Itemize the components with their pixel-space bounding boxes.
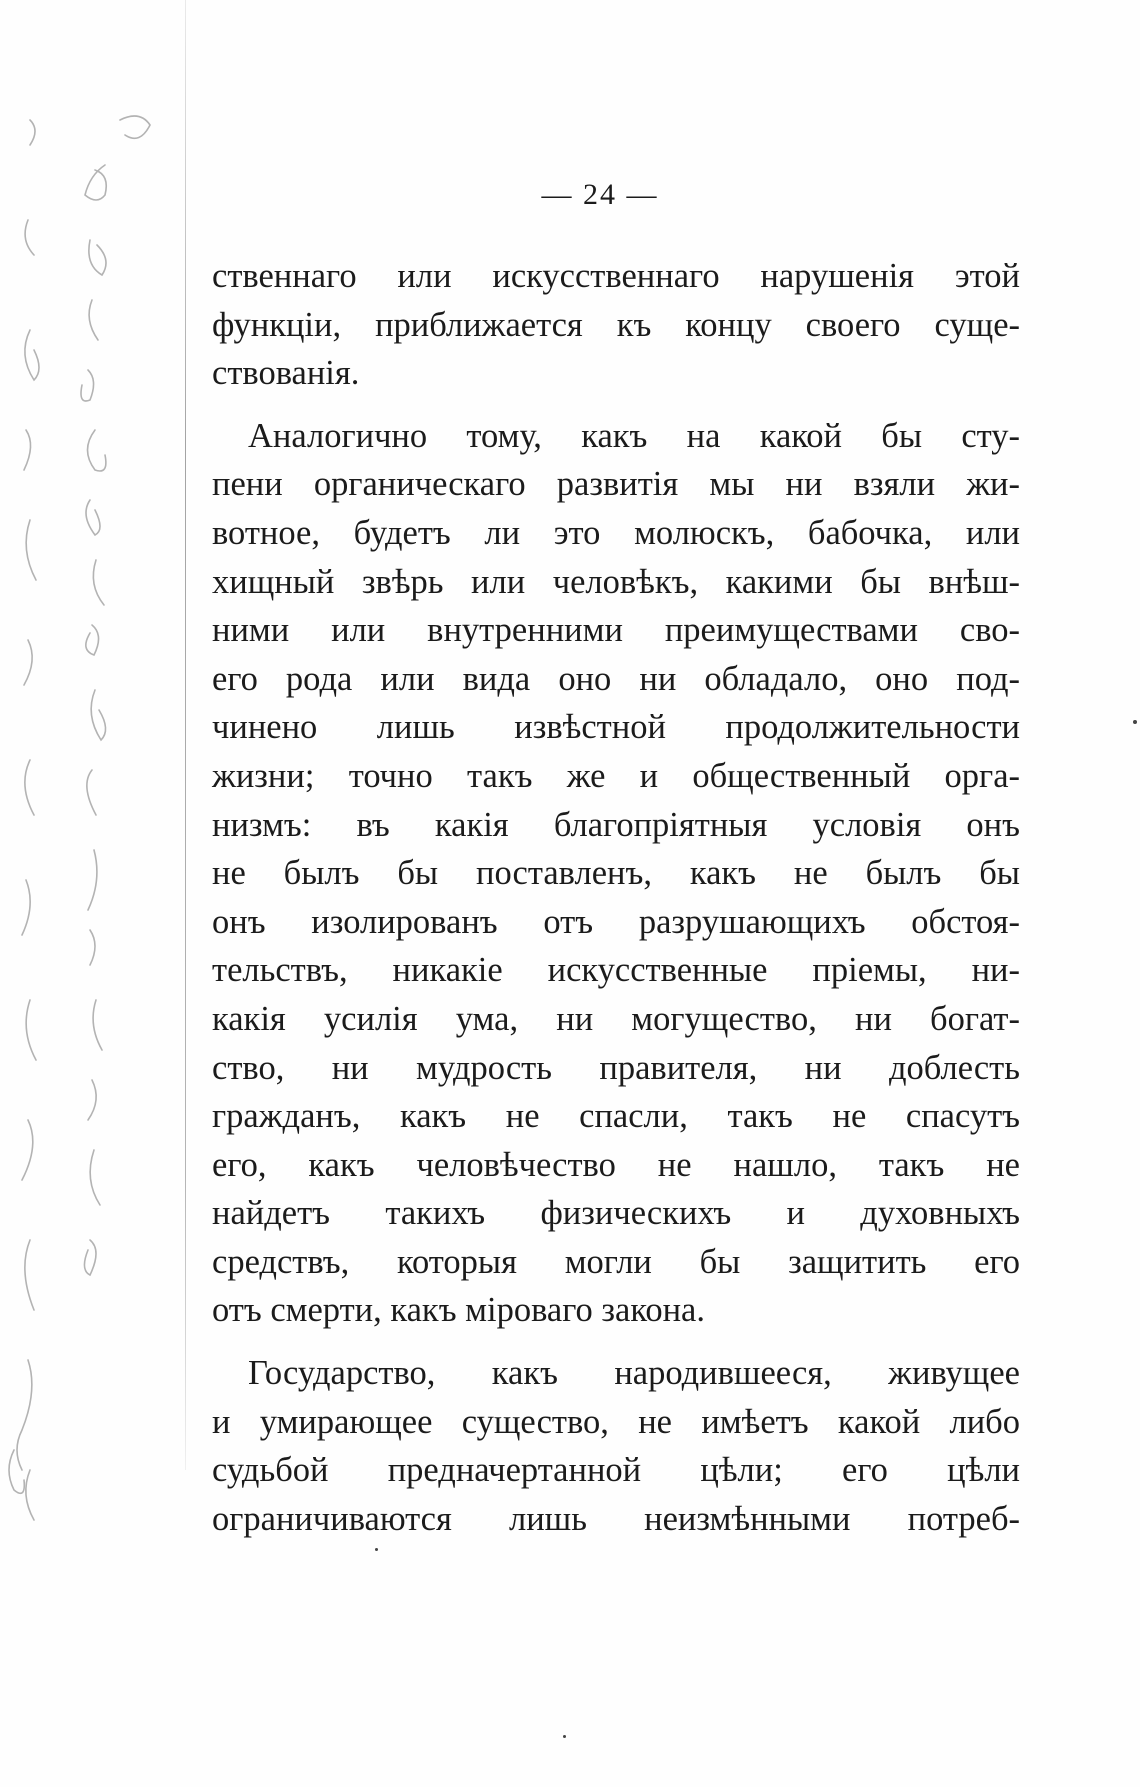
- text-line: вотное, будетъ ли это молюскъ, бабочка, или: [212, 513, 1020, 552]
- text-line: его, какъ человѣчество не нашло, такъ не: [212, 1145, 1020, 1184]
- text-line: низмъ: въ какія благопріятныя условія онъ: [212, 805, 1020, 844]
- text-line: жизни; точно такъ же и общественный орга-: [212, 756, 1020, 795]
- text-line: какія усилія ума, ни могущество, ни богат-: [212, 999, 1020, 1038]
- text-line: судьбой предначертанной цѣли; его цѣли: [212, 1451, 1020, 1490]
- handwritten-margin-notes: [0, 0, 200, 1787]
- text-line: хищный звѣрь или человѣкъ, какими бы внѣш-: [212, 562, 1020, 601]
- paragraph-gap: [212, 398, 1020, 412]
- text-line: его рода или вида оно ни обладало, оно под-: [212, 659, 1020, 698]
- page-number: — 24 —: [541, 178, 659, 211]
- text-line: ограничиваются лишь неизмѣнными потреб-: [212, 1499, 1020, 1538]
- text-line: найдетъ такихъ физическихъ и духовныхъ: [212, 1194, 1020, 1233]
- text-line: функціи, приближается къ концу своего суще-: [212, 305, 1020, 344]
- margin-pencil-line: [185, 0, 186, 1470]
- text-line: гражданъ, какъ не спасли, такъ не спасутъ: [212, 1097, 1020, 1136]
- text-line: тельствъ, никакіе искусственные пріемы, ни-: [212, 951, 1020, 990]
- text-line: Аналогично тому, какъ на какой бы сту-: [248, 416, 1020, 455]
- text-line: онъ изолированъ отъ разрушающихъ обстоя-: [212, 902, 1020, 941]
- text-line: отъ смерти, какъ міроваго закона.: [212, 1291, 705, 1330]
- text-line: чинено лишь извѣстной продолжительности: [212, 708, 1020, 747]
- paper-speck: [563, 1735, 566, 1738]
- text-line: пени органическаго развитія мы ни взяли жи-: [212, 465, 1020, 504]
- text-line: не былъ бы поставленъ, какъ не былъ бы: [212, 854, 1020, 893]
- body-text: [212, 252, 1020, 1543]
- paper-speck: [375, 1548, 378, 1551]
- paper-speck: [1133, 720, 1137, 724]
- text-line: ними или внутренними преимуществами сво-: [212, 611, 1020, 650]
- text-line: и умирающее существо, не имѣетъ какой либо: [212, 1402, 1020, 1441]
- text-line: средствъ, которыя могли бы защитить его: [212, 1242, 1020, 1281]
- text-line: Государство, какъ народившееся, живущее: [248, 1354, 1020, 1393]
- text-line: ственнаго или искусственнаго нарушенія этой: [212, 257, 1020, 295]
- text-line: ство, ни мудрость правителя, ни доблесть: [212, 1048, 1020, 1087]
- paragraph-gap: [212, 1335, 1020, 1349]
- text-line: ствованія.: [212, 354, 360, 393]
